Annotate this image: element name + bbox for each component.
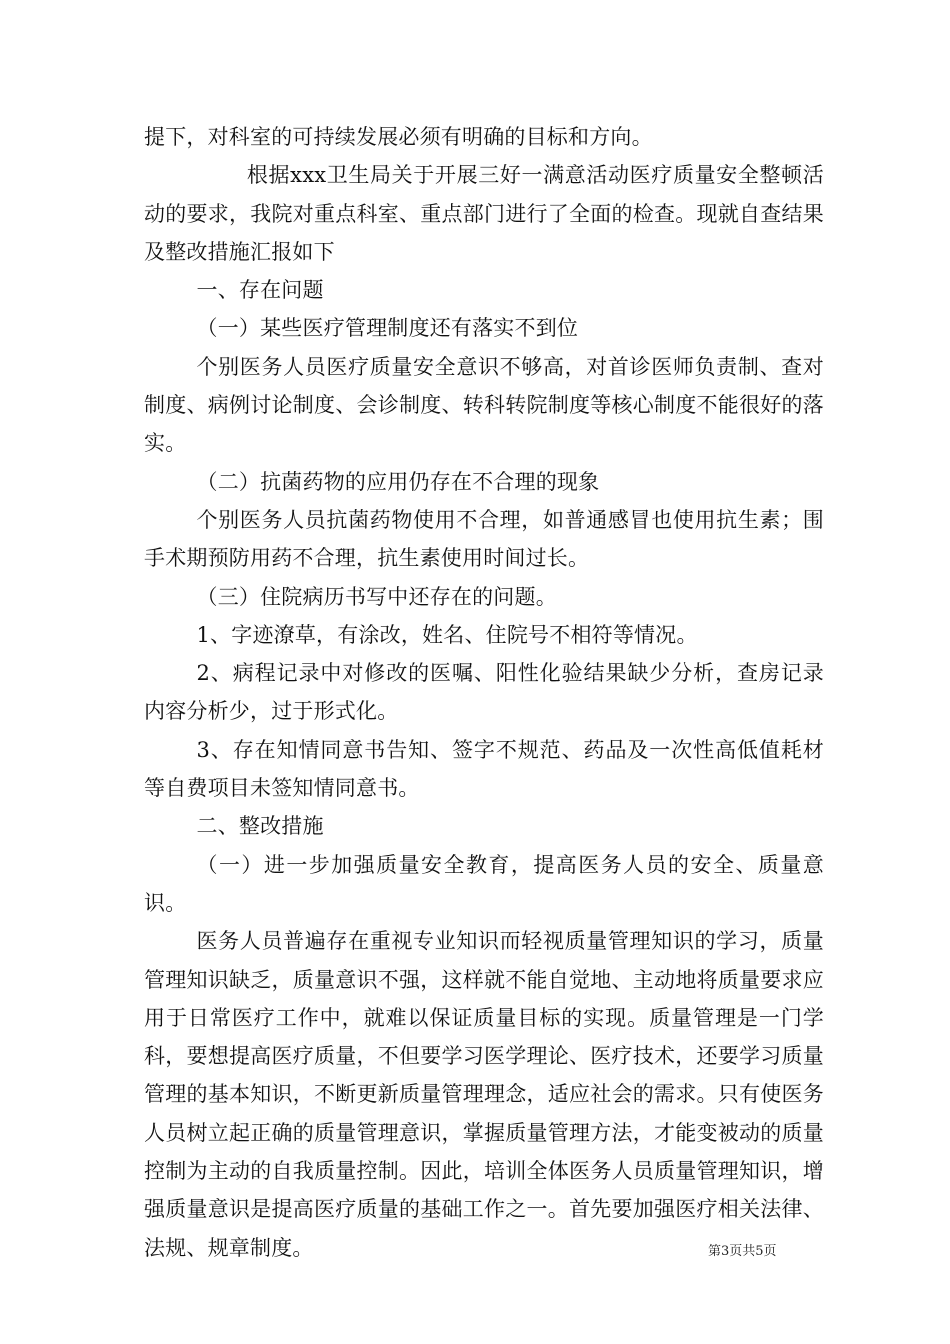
list-item-1: 1、字迹潦草，有涂改，姓名、住院号不相符等情况。 xyxy=(196,622,698,647)
subheading-problem-2: （二）抗菌药物的应用仍存在不合理的现象 xyxy=(196,469,600,494)
subheading-problem-1: （一）某些医疗管理制度还有落实不到位 xyxy=(196,316,579,341)
subheading-problem-3: （三）住院病历书写中还存在的问题。 xyxy=(196,584,557,609)
paragraph-measure-1: 医务人员普遍存在重视专业知识而轻视质量管理知识的学习，质量管理知识缺乏，质量意识不强，这样就不能自觉地、主动地将质量要求应用于日常医疗工作中，就难以保证质量目标的实现。质量管理是一门学科，要想提高医疗质量，不但要学习医学理论、医疗技术，还要学习质量管理的基本知识，不断更新质量管理理念，适应社会的需求。只有使医务人员树立起正确的质量管理意识，掌握质量管理方法，才能变被动的质量控制为主动的自我质量控制。因此，培训全体医务人员质量管理知识，增强质量意识是提高医疗质量的基础工作之一。首先要加强医疗相关法律、法规、规章制度。 xyxy=(144,929,824,1260)
paragraph-intro: 根据xxx卫生局关于开展三好一满意活动医疗质量安全整顿活动的要求，我院对重点科室、重点部门进行了全面的检查。现就自查结果及整改措施汇报如下 xyxy=(144,163,824,264)
list-item-2: 2、病程记录中对修改的医嘱、阳性化验结果缺少分析，查房记录内容分析少，过于形式化。 xyxy=(144,661,824,724)
document-body xyxy=(144,118,824,1267)
paragraph-continuation: 提下，对科室的可持续发展必须有明确的目标和方向。 xyxy=(144,125,653,149)
paragraph-problem-1: 个别医务人员医疗质量安全意识不够高，对首诊医师负责制、查对制度、病例讨论制度、会诊制度、转科转院制度等核心制度不能很好的落实。 xyxy=(144,354,824,456)
list-item-3: 3、存在知情同意书告知、签字不规范、药品及一次性高低值耗材等自费项目未签知情同意书。 xyxy=(144,737,824,801)
heading-rectification-measures: 二、整改措施 xyxy=(196,814,324,839)
paragraph-problem-2: 个别医务人员抗菌药物使用不合理，如普通感冒也使用抗生素；围手术期预防用药不合理，抗生素使用时间过长。 xyxy=(144,507,824,571)
subheading-measure-1: （一）进一步加强质量安全教育，提高医务人员的安全、质量意识。 xyxy=(144,852,824,915)
page-number: 第3页共5页 xyxy=(708,1244,777,1259)
heading-existing-problems: 一、存在问题 xyxy=(196,278,324,303)
